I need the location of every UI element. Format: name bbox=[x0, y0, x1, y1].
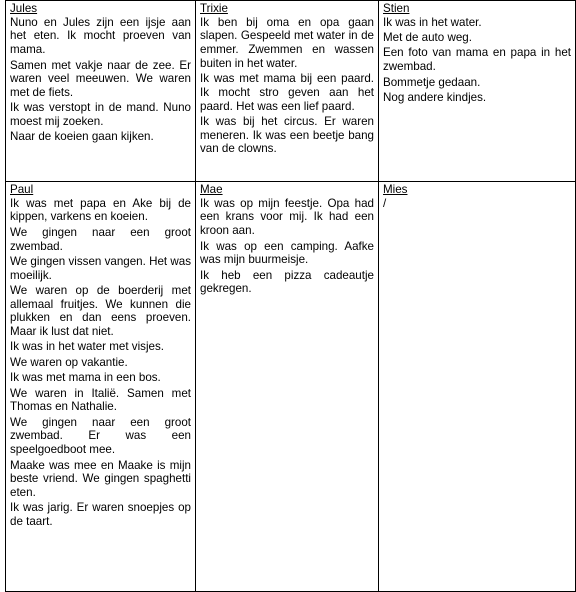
child-name: Stien bbox=[383, 2, 410, 15]
story-line: Naar de koeien gaan kijken. bbox=[10, 130, 154, 144]
child-name: Mae bbox=[200, 183, 223, 196]
story-line: We gingen naar een groot zwembad. Er was een speelgoedboot mee. bbox=[10, 415, 191, 457]
story-line: Ik was verstopt in de mand. Nuno moest mij zoeken. bbox=[10, 101, 191, 128]
story-line: We gingen vissen vangen. Het was moeilijk. bbox=[10, 254, 191, 282]
story-line: We waren op de boerderij met allemaal fruitjes. We kunnen die plukken en dan eens proeven. Maar ik lust dat niet. bbox=[10, 283, 191, 339]
story-line: We gingen naar een groot zwembad. bbox=[10, 225, 191, 253]
story-line: Ik heb een pizza cadeautje gekregen. bbox=[200, 268, 374, 296]
story-line: Ik was in het water. bbox=[383, 15, 482, 29]
story-line: Bommetje gedaan. bbox=[383, 75, 481, 89]
child-name: Paul bbox=[10, 183, 34, 196]
story-line: Ik was op een camping. Aafke was mijn buurmeisje. bbox=[200, 239, 374, 267]
story-line: We waren op vakantie. bbox=[10, 355, 128, 369]
cell-trixie bbox=[196, 1, 379, 182]
stories-table bbox=[5, 0, 576, 592]
story-line: Ik was in het water met visjes. bbox=[10, 340, 164, 354]
story-line: Ik was met papa en Ake bij de kippen, varkens en koeien. bbox=[10, 196, 191, 224]
story-line: Ik was op mijn feestje. Opa had een krans voor mij. Ik had een kroon aan. bbox=[200, 196, 374, 238]
story-line: Ik was met mama in een bos. bbox=[10, 371, 161, 385]
story-line: Samen met vakje naar de zee. Er waren veel meeuwen. We waren met de fiets. bbox=[10, 58, 191, 99]
story-line: Een foto van mama en papa in het zwembad. bbox=[383, 46, 571, 74]
cell-mies bbox=[379, 182, 576, 592]
cell-jules bbox=[6, 1, 196, 182]
cell-mae bbox=[196, 182, 379, 592]
story-line: Ik was bij het circus. Er waren meneren. Ik was een beetje bang van de clowns. bbox=[200, 115, 374, 156]
story-line: Ik was met mama bij een paard. Ik mocht stro geven aan het paard. Het was een lief paard. bbox=[200, 72, 374, 113]
story-line: Nuno en Jules zijn een ijsje aan het eten. Ik mocht proeven van mama. bbox=[10, 15, 191, 57]
story-line: Ik was jarig. Er waren snoepjes op de taart. bbox=[10, 501, 191, 529]
story-line: We waren in Italië. Samen met Thomas en Nathalie. bbox=[10, 386, 191, 414]
child-name: Jules bbox=[10, 2, 38, 15]
cell-paul bbox=[6, 182, 196, 592]
story-line: Met de auto weg. bbox=[383, 31, 472, 45]
table-row bbox=[6, 182, 576, 592]
child-name: Trixie bbox=[200, 2, 228, 15]
story-line: Ik ben bij oma en opa gaan slapen. Gespeeld met water in de emmer. Zwemmen en wassen buiten in het water. bbox=[200, 15, 374, 70]
story-line: / bbox=[383, 196, 387, 210]
cell-stien bbox=[379, 1, 576, 182]
child-name: Mies bbox=[383, 183, 408, 196]
story-line: Nog andere kindjes. bbox=[383, 90, 487, 104]
table-row bbox=[6, 1, 576, 182]
story-line: Maake was mee en Maake is mijn beste vriend. We gingen spaghetti eten. bbox=[10, 458, 191, 499]
